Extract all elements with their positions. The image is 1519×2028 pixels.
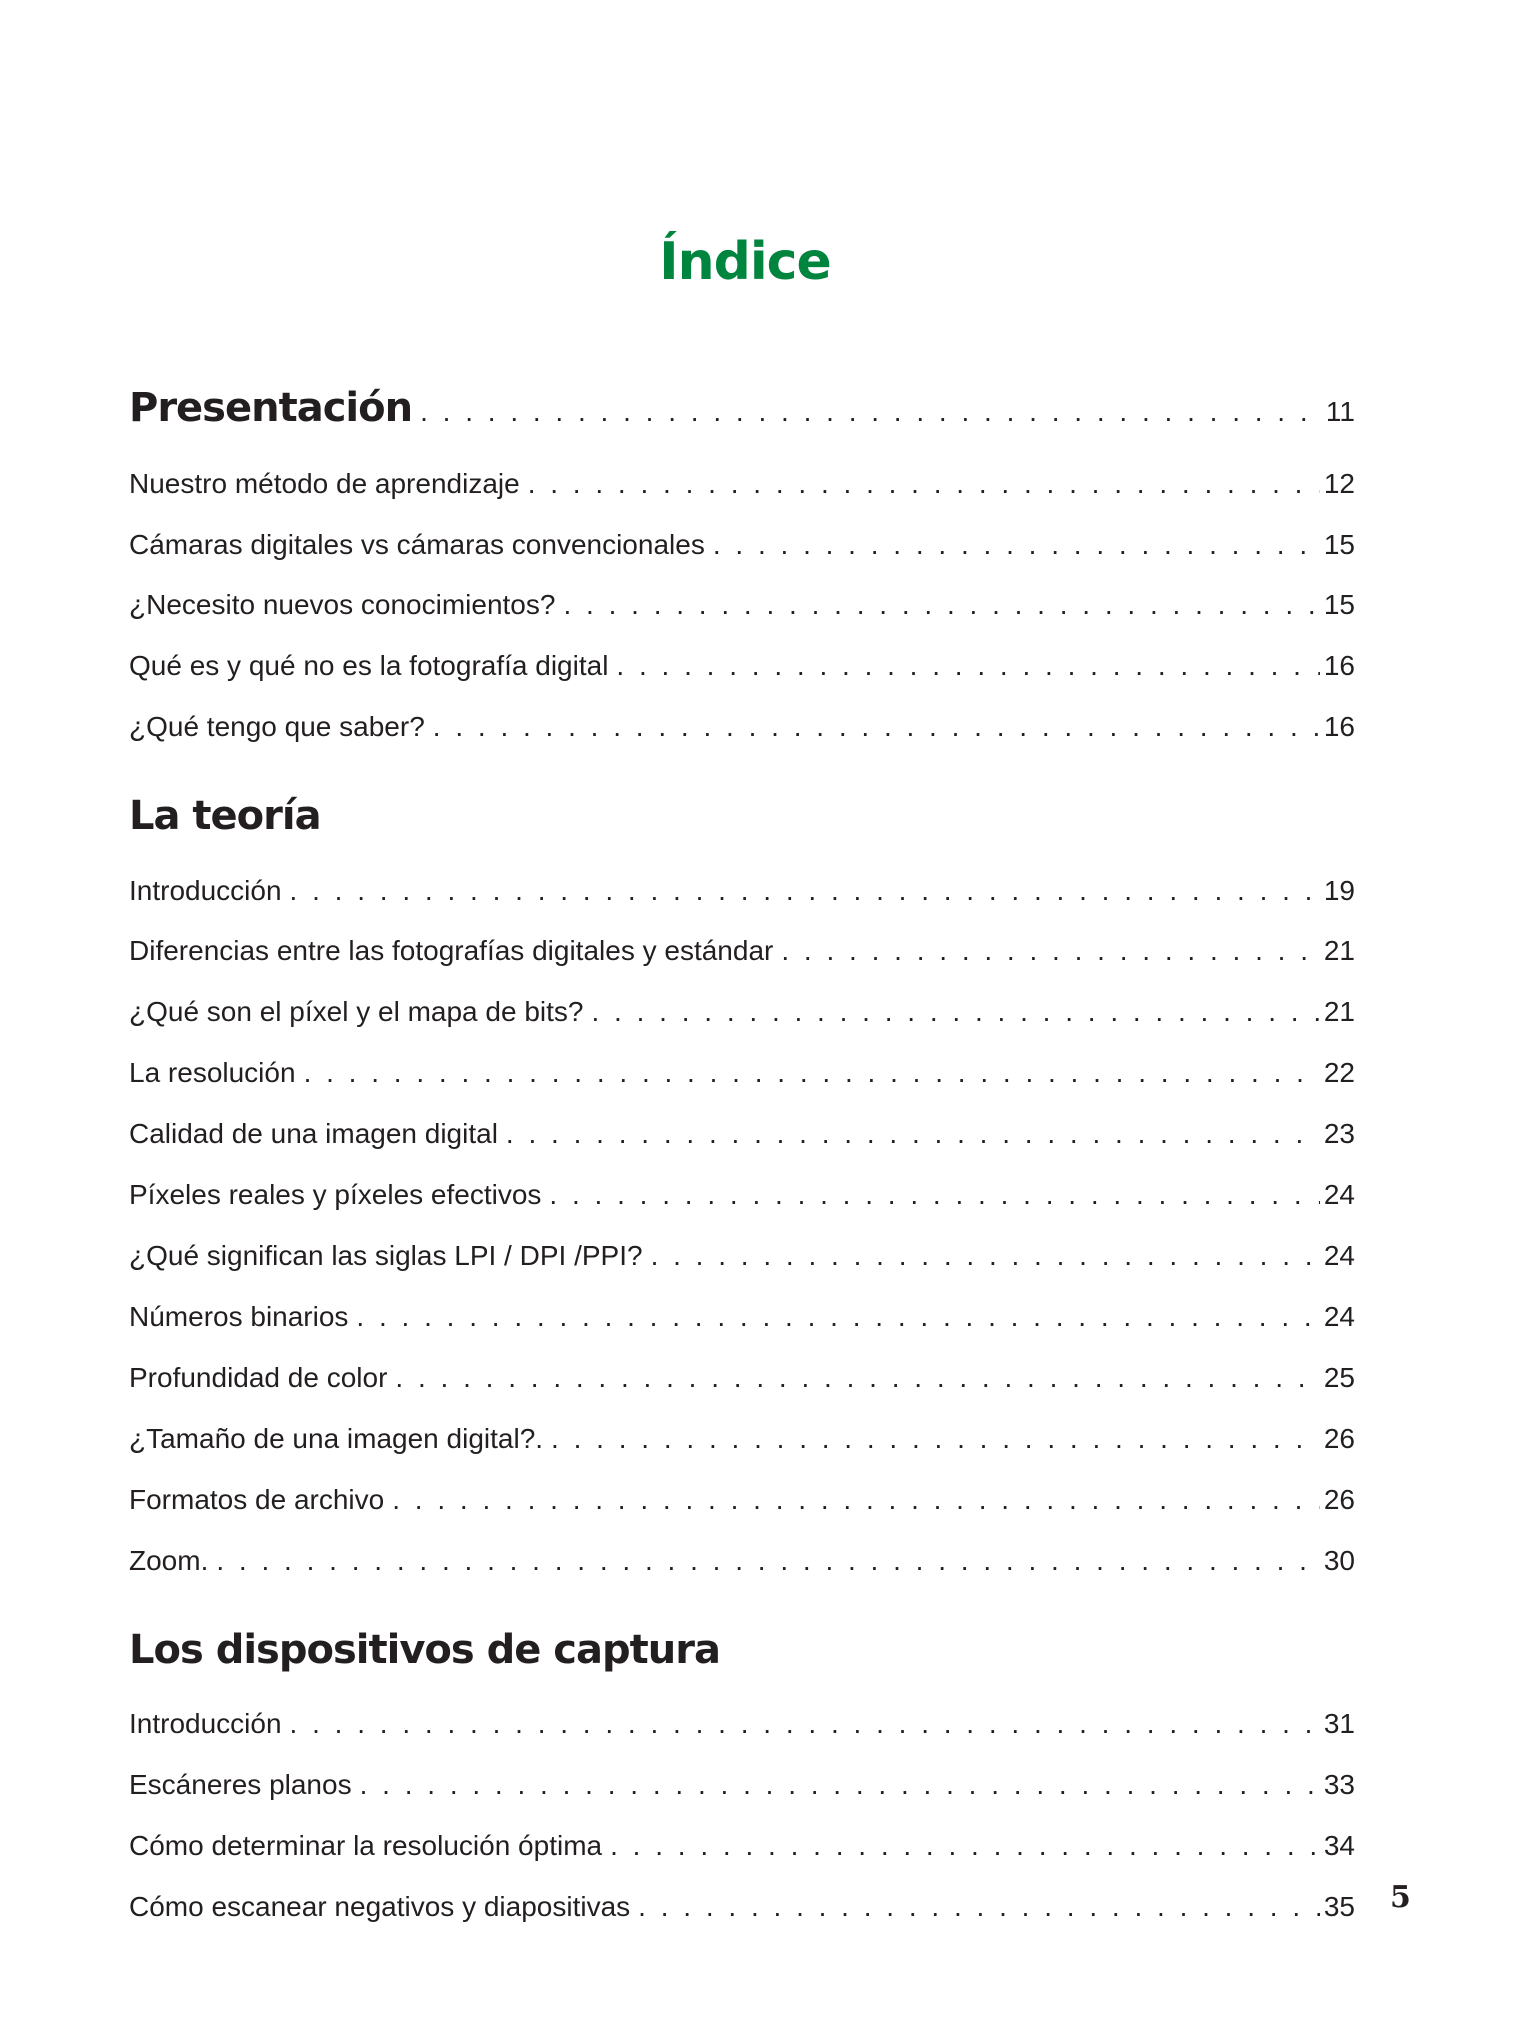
toc-page-number: 21 (1323, 996, 1355, 1027)
toc-page-number: 21 (1323, 935, 1355, 966)
toc-entry-label: La resolución (129, 1057, 296, 1088)
toc-entry[interactable] (129, 464, 1355, 504)
dot-leader (433, 707, 1320, 747)
dot-leader (563, 585, 1319, 625)
toc-page-number: 33 (1323, 1769, 1355, 1800)
toc-entry-label: Escáneres planos (129, 1769, 352, 1800)
dot-leader (549, 1175, 1319, 1215)
toc-entry-label: Formatos de archivo (129, 1484, 385, 1515)
toc-entry[interactable] (129, 1826, 1355, 1866)
dot-leader (528, 464, 1320, 504)
toc-entry[interactable] (129, 525, 1355, 565)
toc-entry-label: Introducción (129, 875, 282, 906)
page-title: Índice (659, 232, 831, 292)
toc-page-number: 35 (1323, 1891, 1355, 1922)
toc-page-number: 24 (1323, 1301, 1355, 1332)
toc-entry-label: Qué es y qué no es la fotografía digital (129, 650, 609, 681)
toc-entry[interactable] (129, 1704, 1355, 1744)
toc-entry-label: Cómo escanear negativos y diapositivas (129, 1891, 631, 1922)
toc-entry-label: Nuestro método de aprendizaje (129, 468, 520, 499)
toc-entry[interactable] (129, 1765, 1355, 1805)
toc-entry-label: ¿Qué son el píxel y el mapa de bits? (129, 996, 584, 1027)
toc-page-number: 31 (1323, 1708, 1355, 1739)
toc-entry[interactable] (129, 1480, 1355, 1520)
toc-page-number: 11 (1325, 396, 1355, 427)
toc-entry-label: ¿Qué significan las siglas LPI / DPI /PPI? (129, 1240, 643, 1271)
toc-entry[interactable] (129, 1297, 1355, 1337)
toc-page-number: 19 (1323, 875, 1355, 906)
dot-leader (420, 392, 1322, 432)
toc-page-number: 16 (1323, 650, 1355, 681)
toc-page-number: 15 (1323, 529, 1355, 560)
toc-entry-label: Profundidad de color (129, 1362, 388, 1393)
toc-section-heading[interactable]: La teoría (129, 793, 321, 839)
toc-entry[interactable] (129, 1419, 1355, 1459)
toc-entry[interactable] (129, 646, 1355, 686)
toc-entry-label: Zoom. (129, 1545, 209, 1576)
toc-entry-label: ¿Qué tengo que saber? (129, 711, 425, 742)
dot-leader (506, 1114, 1320, 1154)
dot-leader (356, 1297, 1319, 1337)
toc-entry[interactable] (129, 931, 1355, 971)
dot-leader (392, 1480, 1320, 1520)
toc-entry-label: ¿Tamaño de una imagen digital?. (129, 1423, 544, 1454)
dot-leader (216, 1541, 1319, 1581)
dot-leader (651, 1236, 1320, 1276)
toc-entry[interactable] (129, 1053, 1355, 1093)
toc-entry[interactable] (129, 707, 1355, 747)
toc-page-number: 34 (1323, 1830, 1355, 1861)
dot-leader (713, 525, 1320, 565)
toc-page-number: 26 (1323, 1423, 1355, 1454)
toc-page-number: 25 (1323, 1362, 1355, 1393)
toc-entry-label: Calidad de una imagen digital (129, 1118, 498, 1149)
dot-leader (395, 1358, 1319, 1398)
toc-entry[interactable] (129, 1175, 1355, 1215)
toc-entry[interactable] (129, 1114, 1355, 1154)
dot-leader (610, 1826, 1320, 1866)
dot-leader (591, 992, 1319, 1032)
dot-leader (290, 1704, 1320, 1744)
toc-page-number: 12 (1323, 468, 1355, 499)
toc-entry-label: Introducción (129, 1708, 282, 1739)
toc-page-number: 24 (1323, 1240, 1355, 1271)
dot-leader (304, 1053, 1320, 1093)
dot-leader (781, 931, 1320, 971)
toc-page-number: 30 (1323, 1545, 1355, 1576)
dot-leader (551, 1419, 1320, 1459)
toc-page-number: 22 (1323, 1057, 1355, 1088)
toc-page-number: 15 (1323, 589, 1355, 620)
toc-entry[interactable] (129, 871, 1355, 911)
toc-entry-label: Cómo determinar la resolución óptima (129, 1830, 603, 1861)
toc-entry[interactable] (129, 1358, 1355, 1398)
toc-entry-label: ¿Necesito nuevos conocimientos? (129, 589, 556, 620)
toc-entry-label: Diferencias entre las fotografías digitales y estándar (129, 935, 774, 966)
toc-entry[interactable] (129, 992, 1355, 1032)
toc-page-number: 23 (1323, 1118, 1355, 1149)
toc-section-heading[interactable]: Los dispositivos de captura (129, 1627, 720, 1673)
toc-entry[interactable] (129, 1887, 1355, 1927)
dot-leader (290, 871, 1320, 911)
dot-leader (616, 646, 1319, 686)
toc-entry-label: Cámaras digitales vs cámaras convencionales (129, 529, 705, 560)
toc-section-presentacion[interactable] (129, 380, 1355, 436)
toc-entry-label: Píxeles reales y píxeles efectivos (129, 1179, 542, 1210)
toc-section-heading: Presentación (129, 385, 413, 431)
page-number: 5 (1390, 1880, 1411, 1915)
toc-page-number: 24 (1323, 1179, 1355, 1210)
dot-leader (360, 1765, 1320, 1805)
dot-leader (638, 1887, 1320, 1927)
toc-entry[interactable] (129, 1541, 1355, 1581)
toc-entry[interactable] (129, 585, 1355, 625)
toc-entry-label: Números binarios (129, 1301, 349, 1332)
toc-page-number: 26 (1323, 1484, 1355, 1515)
toc-entry[interactable] (129, 1236, 1355, 1276)
toc-page-number: 16 (1323, 711, 1355, 742)
